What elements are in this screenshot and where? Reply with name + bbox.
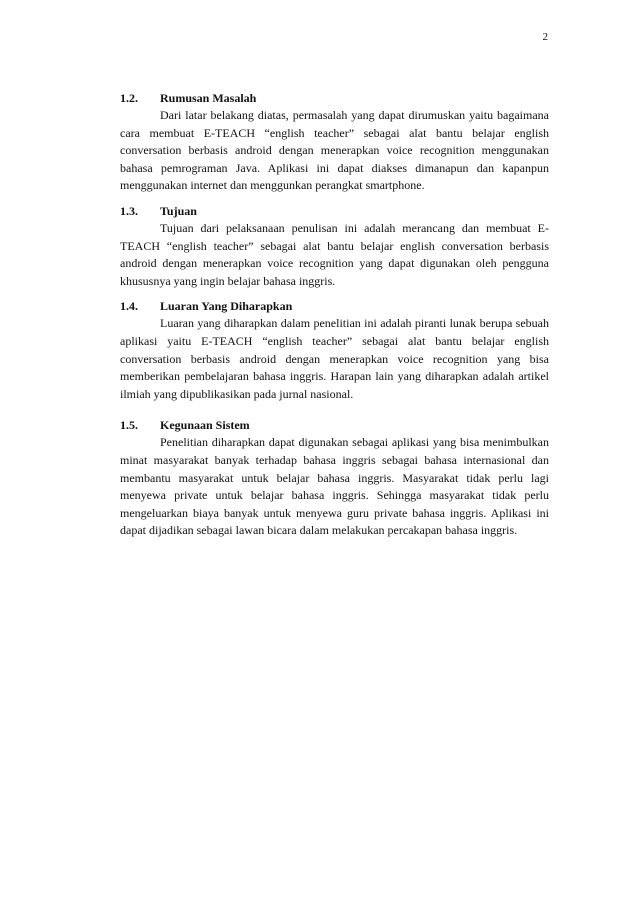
section-heading — [120, 298, 549, 315]
document-body — [120, 90, 549, 548]
section-paragraph: Luaran yang diharapkan dalam penelitian ini adalah piranti lunak berupa sebuah aplikasi yaitu E-TEACH “english teacher” sebagai alat bantu belajar english conversation berbasis android dengan menerapkan voice recognition yang bisa memberikan pembelajaran bahasa inggris. Harapan lain yang diharapkan adalah artikel ilmiah yang dipublikasikan pada jurnal nasional. — [120, 316, 549, 401]
section-heading — [120, 203, 549, 220]
section-number: 1.5. — [120, 418, 138, 433]
section-paragraph: Tujuan dari pelaksanaan penulisan ini adalah merancang dan membuat E-TEACH “english teacher” sebagai alat bantu belajar english conversation berbasis android dengan menerapkan voice recognition yang dapat digunakan oleh pengguna khususnya yang ingin belajar bahasa inggris. — [120, 220, 549, 288]
section-heading — [120, 417, 549, 434]
section-number: 1.3. — [120, 203, 138, 218]
section-paragraph: Dari latar belakang diatas, permasalah yang dapat dirumuskan yaitu bagaimana cara membuat E-TEACH “english teacher” sebagai alat bantu belajar english conversation berbasis android dengan menerapkan voice recognition menggunakan bahasa pemrograman Java. Aplikasi ini dapat diakses dimanapun dan kapanpun menggunakan internet dan menggunkan perangkat smartphone. — [120, 108, 549, 193]
section-title: Luaran Yang Diharapkan — [160, 299, 293, 314]
section-rumusan-masalah — [120, 90, 549, 195]
section-luaran — [120, 298, 549, 403]
section-tujuan — [120, 203, 549, 290]
section-paragraph: Penelitian diharapkan dapat digunakan sebagai aplikasi yang bisa menimbulkan minat masyarakat banyak terhadap bahasa inggris sebagai bahasa internasional dan membantu masyarakat untuk belajar bahasa inggris. Masyarakat tidak perlu lagi menyewa private untuk belajar bahasa inggris. Sehingga masyarakat tidak perlu mengeluarkan biaya banyak untuk menyewa guru private bahasa inggris. Aplikasi ini dapat dijadikan sebagai lawan bicara dalam melakukan percakapan bahasa inggris. — [120, 435, 549, 538]
section-heading — [120, 90, 549, 107]
section-number: 1.4. — [120, 299, 138, 314]
section-title: Kegunaan Sistem — [160, 418, 250, 433]
section-kegunaan-sistem — [120, 417, 549, 540]
section-title: Rumusan Masalah — [160, 91, 257, 105]
page-number: 2 — [542, 31, 548, 43]
section-title: Tujuan — [160, 203, 197, 218]
section-number: 1.2. — [120, 91, 138, 105]
